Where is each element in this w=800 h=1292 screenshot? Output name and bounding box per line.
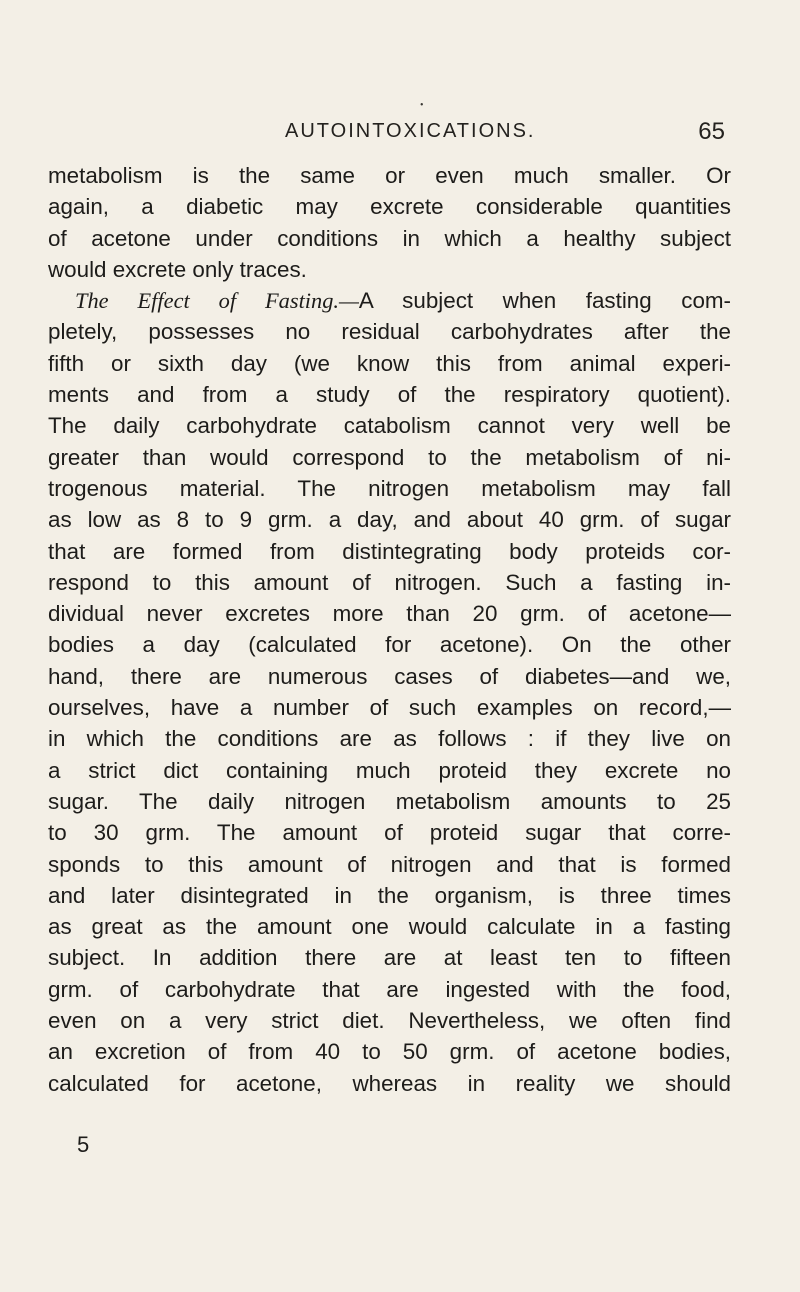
text-line: sponds to this amount of nitrogen and that is formed xyxy=(48,851,731,877)
text-line: as great as the amount one would calculate in a fasting xyxy=(48,914,731,940)
text-line: respond to this amount of nitrogen. Such a fasting in- xyxy=(48,569,731,595)
text-line-rest: A subject when fasting com- xyxy=(358,288,731,314)
text-line: sugar. The daily nitrogen metabolism amounts to 25 xyxy=(48,788,731,814)
text-line: to 30 grm. The amount of proteid sugar that corre- xyxy=(48,820,731,846)
text-line: ments and from a study of the respiratory quotient). xyxy=(48,382,731,408)
text-line: a strict dict containing much proteid they excrete no xyxy=(48,757,731,783)
text-line: would excrete only traces. xyxy=(48,256,307,282)
text-line: metabolism is the same or even much smaller. Or xyxy=(48,163,731,188)
text-line: grm. of carbohydrate that are ingested with the food, xyxy=(48,976,731,1002)
text-line: of acetone under conditions in which a healthy subject xyxy=(48,225,731,251)
running-title: AUTOINTOXICATIONS. xyxy=(285,120,536,142)
signature-mark: 5 xyxy=(77,1132,90,1157)
text-line: an excretion of from 40 to 50 grm. of acetone bodies, xyxy=(48,1039,731,1065)
header-mark: • xyxy=(420,100,424,111)
text-line: The daily carbohydrate catabolism cannot very well be xyxy=(48,413,731,439)
text-line: that are formed from distintegrating body proteids cor- xyxy=(48,538,731,564)
page-number: 65 xyxy=(698,118,725,145)
text-line: as low as 8 to 9 grm. a day, and about 40 grm. of sugar xyxy=(48,507,731,533)
text-line: greater than would correspond to the metabolism of ni- xyxy=(48,444,731,470)
body-text xyxy=(48,160,731,1099)
text-line: ourselves, have a number of such examples on record,— xyxy=(48,695,731,721)
text-line: and later disintegrated in the organism, is three times xyxy=(48,882,731,908)
text-line: pletely, possesses no residual carbohydrates after the xyxy=(48,319,731,345)
text-line: calculated for acetone, whereas in reality we should xyxy=(48,1070,731,1096)
text-line: fifth or sixth day (we know this from animal experi- xyxy=(48,350,731,376)
text-line: even on a very strict diet. Nevertheless, we often find xyxy=(48,1008,731,1034)
text-line: bodies a day (calculated for acetone). On the other xyxy=(48,632,731,658)
text-line: in which the conditions are as follows : if they live on xyxy=(48,726,731,752)
running-head xyxy=(285,112,725,152)
text-line: trogenous material. The nitrogen metabolism may fall xyxy=(48,475,731,501)
text-line: dividual never excretes more than 20 grm. of acetone— xyxy=(48,601,731,627)
section-first-line xyxy=(48,285,731,316)
text-line: again, a diabetic may excrete considerable quantities xyxy=(48,194,731,220)
text-line: hand, there are numerous cases of diabetes—and we, xyxy=(48,663,731,689)
text-line: subject. In addition there are at least ten to fifteen xyxy=(48,945,731,971)
section-heading: The Effect of Fasting.— xyxy=(75,288,359,314)
